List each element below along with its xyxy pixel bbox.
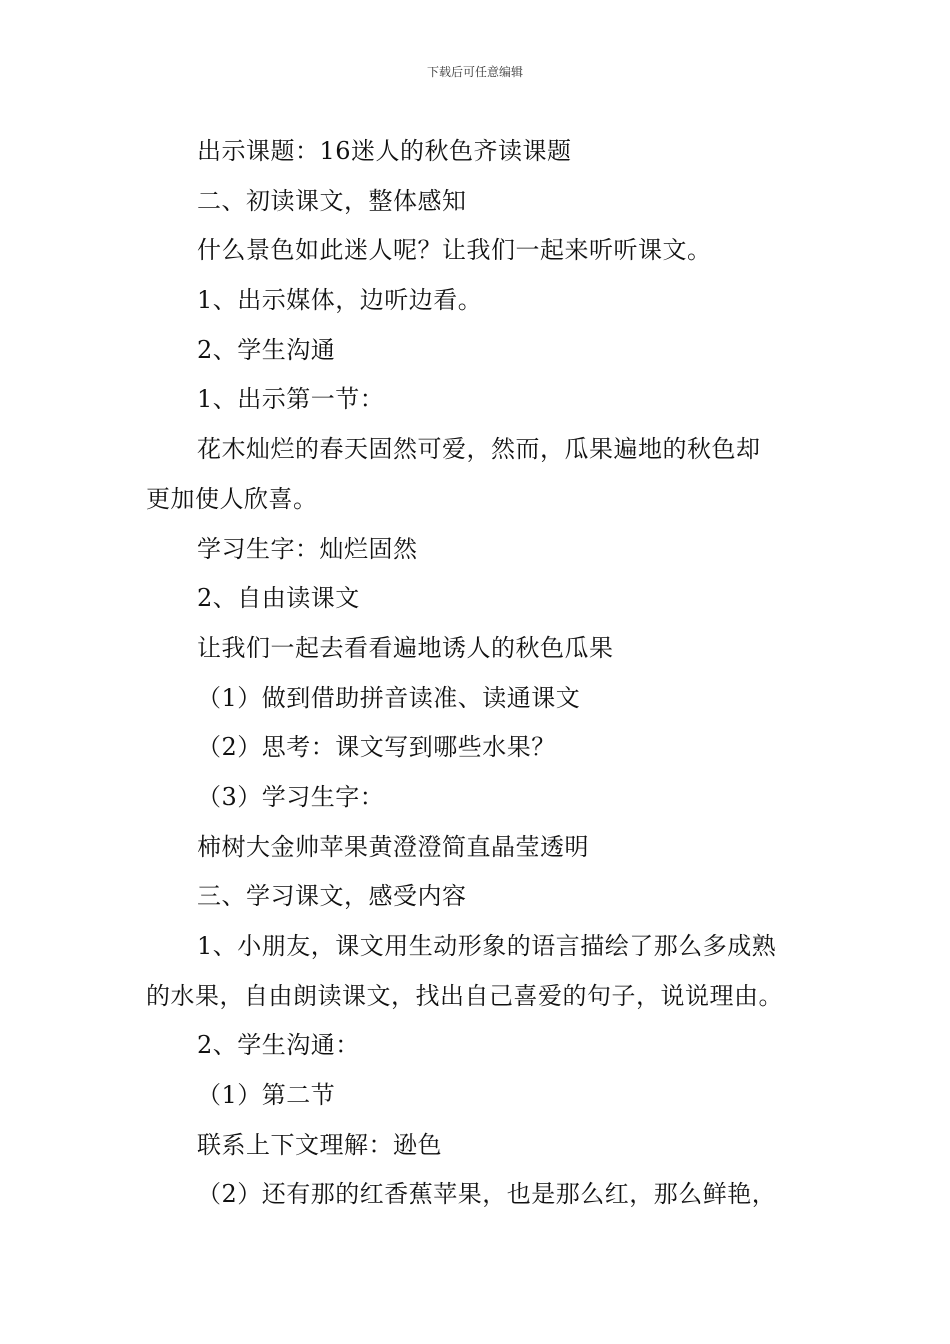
paragraph-line: 联系上下文理解：逊色 — [197, 1130, 442, 1159]
paragraph-line-continued: 的水果，自由朗读课文，找出自己喜爱的句子，说说理由。 — [146, 981, 783, 1010]
section-heading: 三、学习课文，感受内容 — [197, 882, 467, 911]
list-item: 2、学生沟通 — [197, 335, 336, 364]
list-item: 2、自由读课文 — [197, 584, 360, 613]
list-item: 1、出示第一节： — [197, 385, 385, 414]
section-heading: 二、初读课文，整体感知 — [197, 186, 467, 215]
list-item: （2）还有那的红香蕉苹果，也是那么红，那么鲜艳， — [197, 1180, 777, 1209]
paragraph-line-continued: 更加使人欣喜。 — [146, 484, 318, 513]
paragraph-line: 花木灿烂的春天固然可爱，然而，瓜果遍地的秋色却 — [197, 435, 761, 464]
list-item: 2、学生沟通： — [197, 1031, 360, 1060]
paragraph-line: 出示课题：16迷人的秋色齐读课题 — [197, 137, 572, 165]
list-item: （1）第二节 — [197, 1081, 336, 1110]
paragraph-line: 学习生字：灿烂固然 — [197, 534, 418, 563]
list-item: 1、小朋友，课文用生动形象的语言描绘了那么多成熟 — [197, 932, 777, 960]
document-body — [146, 127, 816, 1220]
paragraph-line: 什么景色如此迷人呢？让我们一起来听听课文。 — [197, 236, 712, 265]
list-item: （1）做到借助拼音读准、读通课文 — [197, 683, 581, 712]
list-item: 1、出示媒体，边听边看。 — [197, 286, 483, 315]
paragraph-line: 柿树大金帅苹果黄澄澄简直晶莹透明 — [197, 832, 589, 861]
paragraph-line: 让我们一起去看看遍地诱人的秋色瓜果 — [197, 633, 614, 662]
page-header: 下载后可任意编辑 — [426, 65, 523, 79]
list-item: （2）思考：课文写到哪些水果？ — [197, 733, 556, 762]
list-item: （3）学习生字： — [197, 782, 385, 811]
